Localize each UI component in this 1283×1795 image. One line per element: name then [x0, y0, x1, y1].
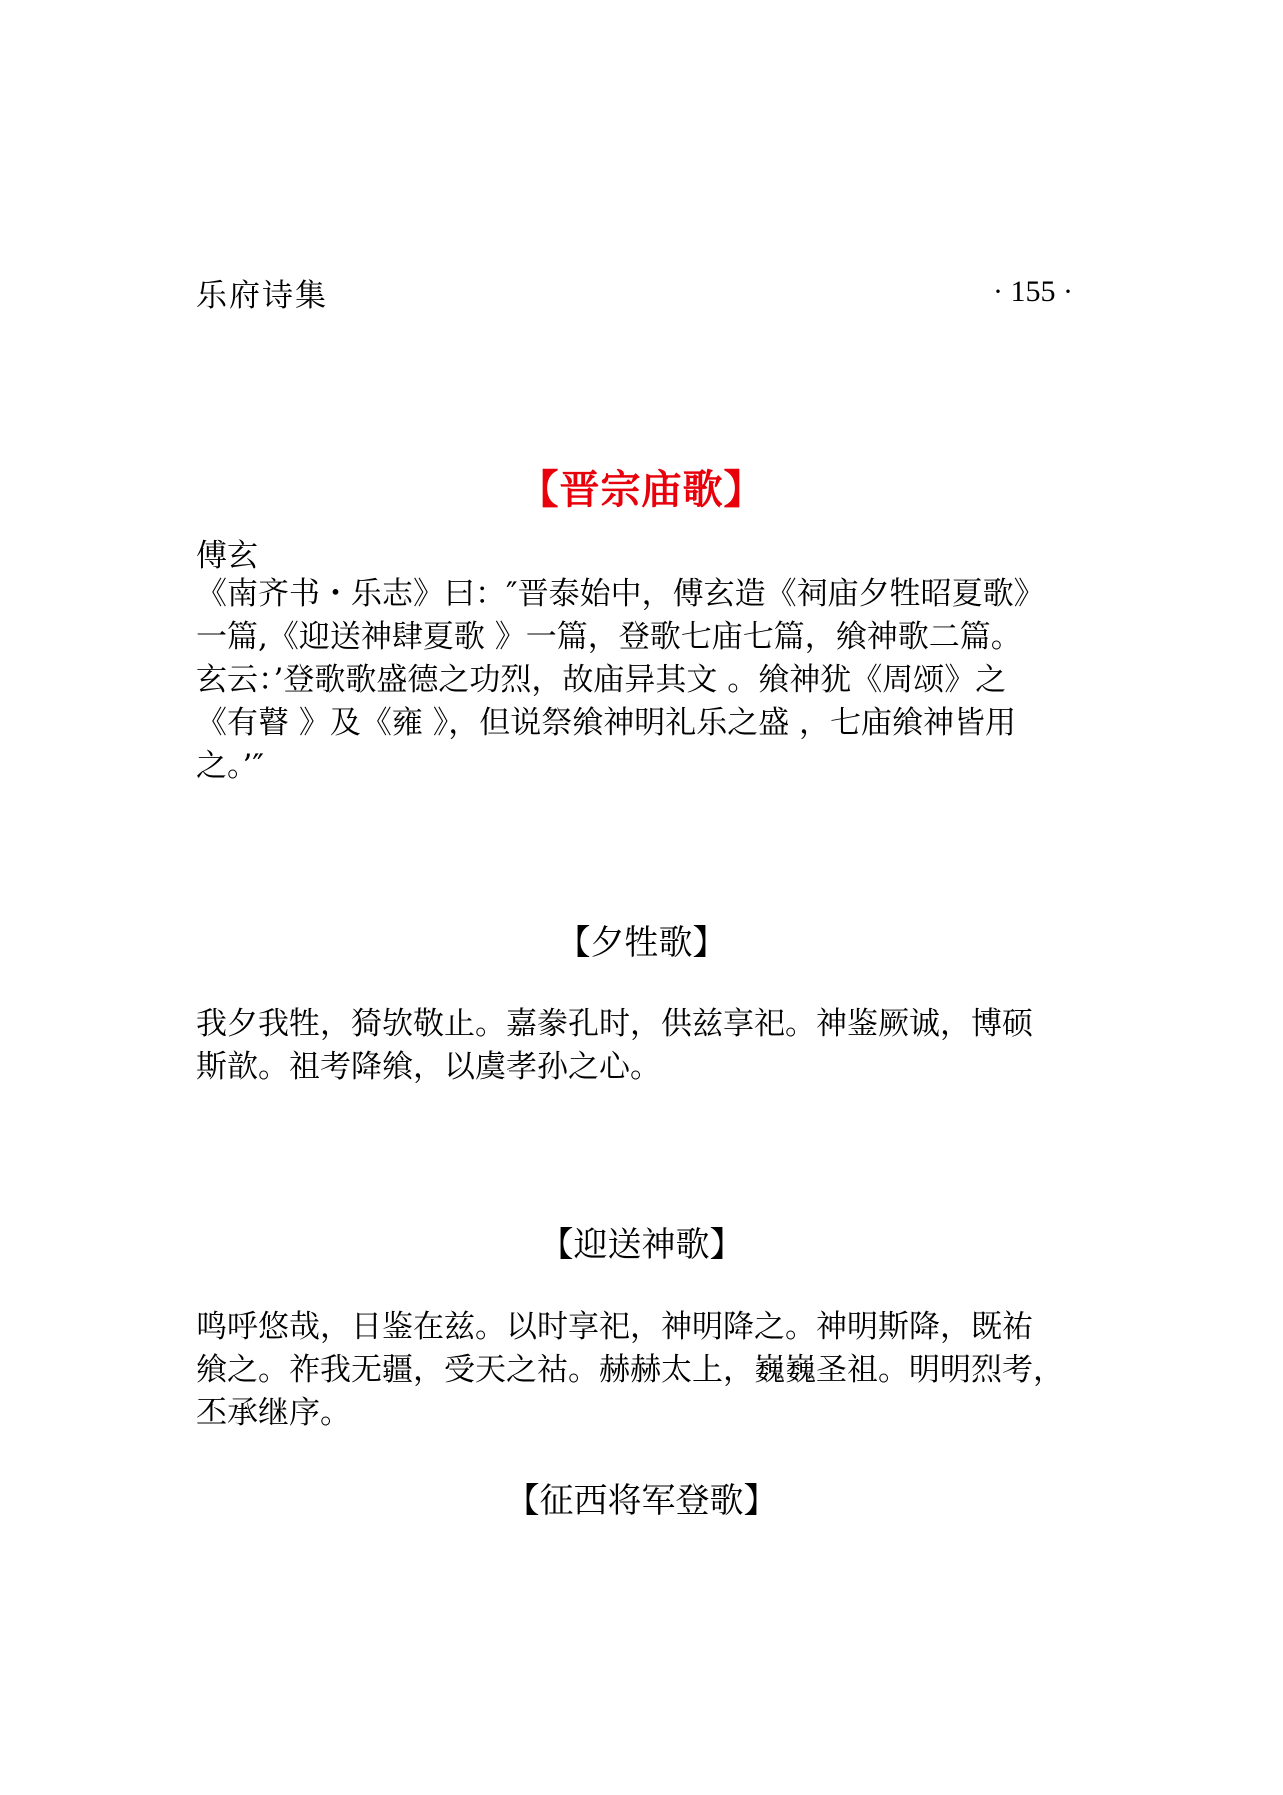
song-title-yingsongshen: 【迎送神歌】: [539, 1225, 744, 1265]
intro-paragraph: [196, 573, 1096, 788]
verse-line: 丕承继序。: [196, 1395, 351, 1431]
verse-line: 斯歆。祖考降飨，以虞孝孙之心。: [196, 1049, 661, 1085]
intro-line: 玄云：’登歌歌盛德之功烈，故庙异其文 。飨神犹《周颂》之: [196, 662, 1007, 698]
main-title: 【晋宗庙歌】: [518, 467, 765, 513]
verse-line: 飨之。祚我无疆，受天之祜。赫赫太上，巍巍圣祖。明明烈考，: [196, 1352, 1064, 1388]
page-number: · 155 ·: [993, 275, 1073, 308]
page-header: [196, 272, 1073, 312]
song-text-yingsongshen: [196, 1306, 1096, 1435]
author-name: 傅玄: [196, 538, 258, 574]
intro-line: 《南齐书・乐志》曰：″晋泰始中，傅玄造《祠庙夕牲昭夏歌》: [196, 576, 1045, 612]
book-title: 乐府诗集: [196, 277, 328, 314]
song-title-zhengxi: 【征西将军登歌】: [505, 1481, 778, 1521]
verse-line: 我夕我牲，猗欤敬止。嘉豢孔时，供兹享祀。神鉴厥诚，博硕: [196, 1006, 1033, 1042]
intro-line: 《有瞽 》及《雍 》，但说祭飨神明礼乐之盛 ，七庙飨神皆用: [196, 705, 1017, 741]
intro-line: 一篇,《迎送神肆夏歌 》一篇，登歌七庙七篇，飨神歌二篇。: [196, 619, 1022, 655]
intro-line: 之。’″: [196, 748, 264, 784]
song-title-xisheng: 【夕牲歌】: [556, 923, 727, 963]
song-text-xisheng: [196, 1003, 1096, 1089]
verse-line: 鸣呼悠哉，日鉴在兹。以时享祀，神明降之。神明斯降，既祐: [196, 1309, 1033, 1345]
